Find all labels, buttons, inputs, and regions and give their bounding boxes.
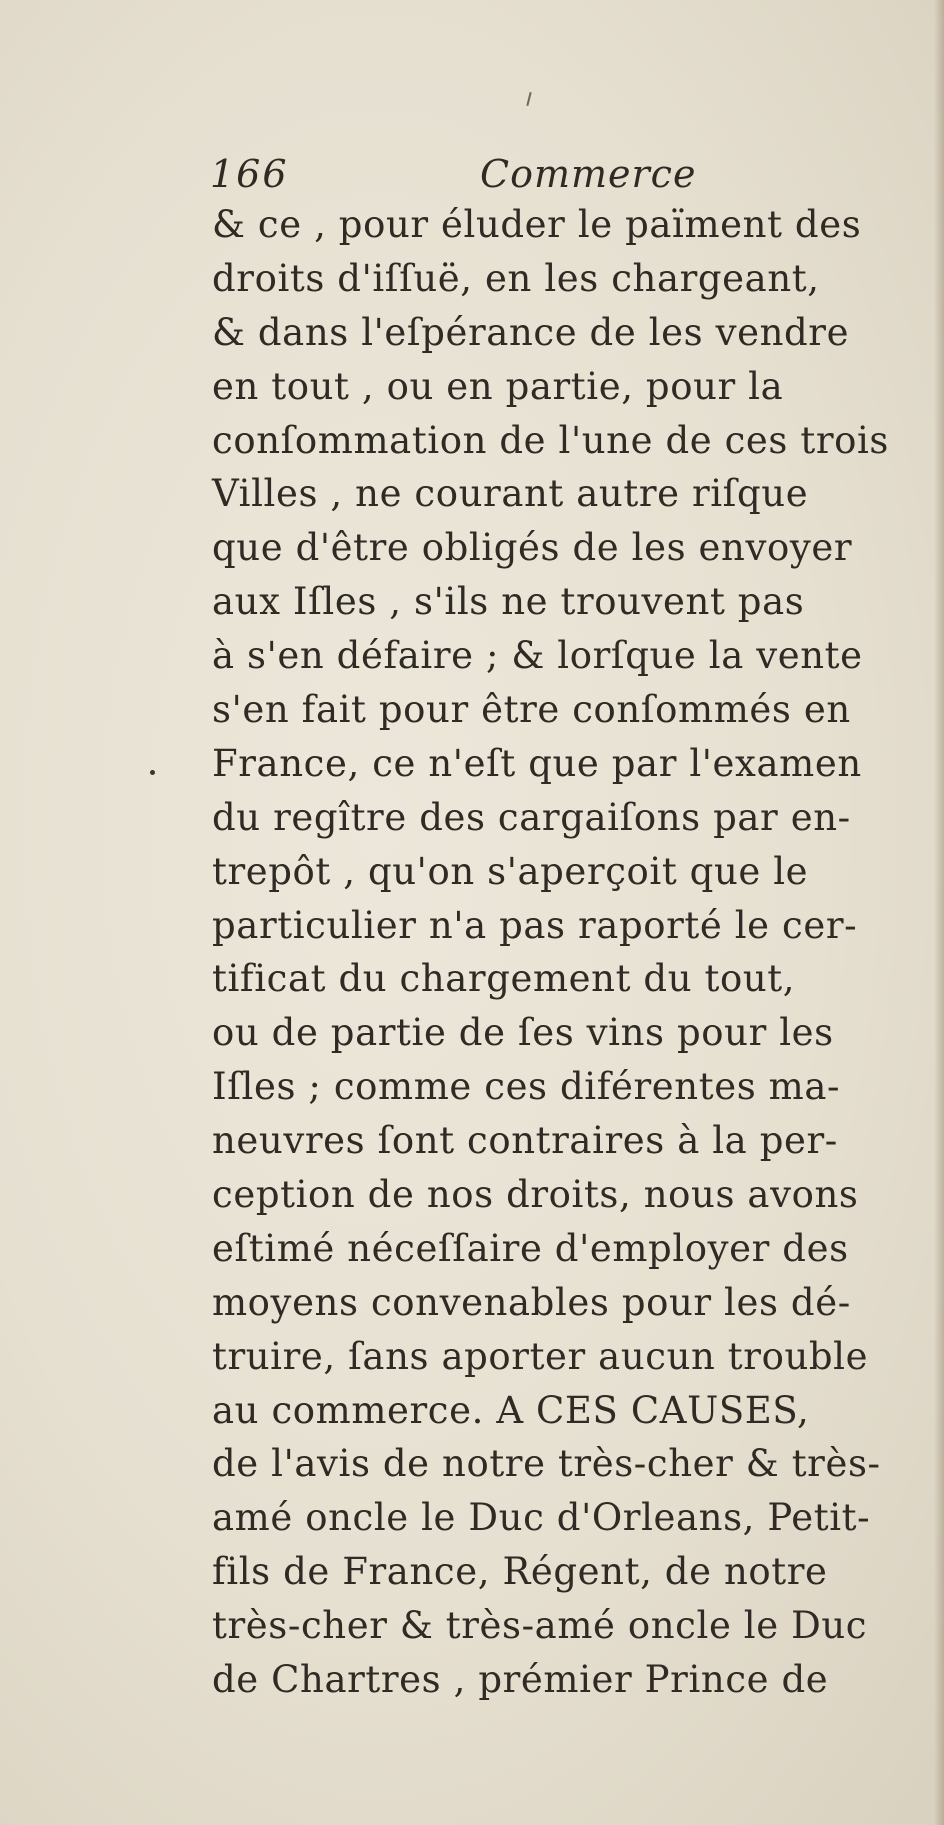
text-line: ou de partie de ſes vins pour les <box>212 1011 834 1055</box>
text-line: tificat du chargement du tout, <box>212 957 796 1001</box>
page-edge-shadow <box>934 0 944 1825</box>
text-line: amé oncle le Duc d'Orleans, Petit- <box>212 1496 871 1540</box>
page-number: 166 <box>210 152 289 196</box>
text-line: très-cher & très-amé oncle le Duc <box>212 1604 868 1648</box>
text-line: particulier n'a pas raporté le cer- <box>212 903 858 947</box>
stray-ink-dot <box>150 770 155 775</box>
text-line: Villes , ne courant autre riſque <box>212 472 809 516</box>
text-line: de l'avis de notre très-cher & très- <box>212 1442 881 1486</box>
text-line: & dans l'eſpérance de les vendre <box>212 310 850 354</box>
text-line: de Chartres , prémier Prince de <box>212 1658 829 1702</box>
text-line: Iſles ; comme ces diférentes ma- <box>212 1065 841 1109</box>
stray-ink-mark <box>526 92 531 106</box>
text-line: droits d'iſſuë, en les chargeant, <box>212 256 820 300</box>
text-line: au commerce. A CES CAUSES, <box>212 1388 810 1432</box>
text-line: eſtimé néceſſaire d'employer des <box>212 1226 849 1270</box>
running-title: Commerce <box>480 152 697 196</box>
text-line: France, ce n'eſt que par l'examen <box>212 741 862 785</box>
text-line: en tout , ou en partie, pour la <box>212 364 784 408</box>
text-line: ception de nos droits, nous avons <box>212 1173 859 1217</box>
text-line: neuvres ſont contraires à la per- <box>212 1119 838 1163</box>
text-line: conſommation de l'une de ces trois <box>212 418 890 462</box>
text-line: que d'être obligés de les envoyer <box>212 526 853 570</box>
text-line: truire, ſans aporter aucun trouble <box>212 1334 869 1378</box>
text-line: & ce , pour éluder le païment des <box>212 203 862 246</box>
body-text <box>212 198 902 1707</box>
text-line: trepôt , qu'on s'aperçoit que le <box>212 849 809 893</box>
text-line: aux Iſles , s'ils ne trouvent pas <box>212 580 805 624</box>
text-line: fils de France, Régent, de notre <box>212 1550 828 1594</box>
text-line: s'en fait pour être conſommés en <box>212 688 851 732</box>
text-line: du regître des cargaiſons par en- <box>212 795 851 839</box>
text-line: à s'en défaire ; & lorſque la vente <box>212 634 863 678</box>
text-line: moyens convenables pour les dé- <box>212 1280 851 1324</box>
